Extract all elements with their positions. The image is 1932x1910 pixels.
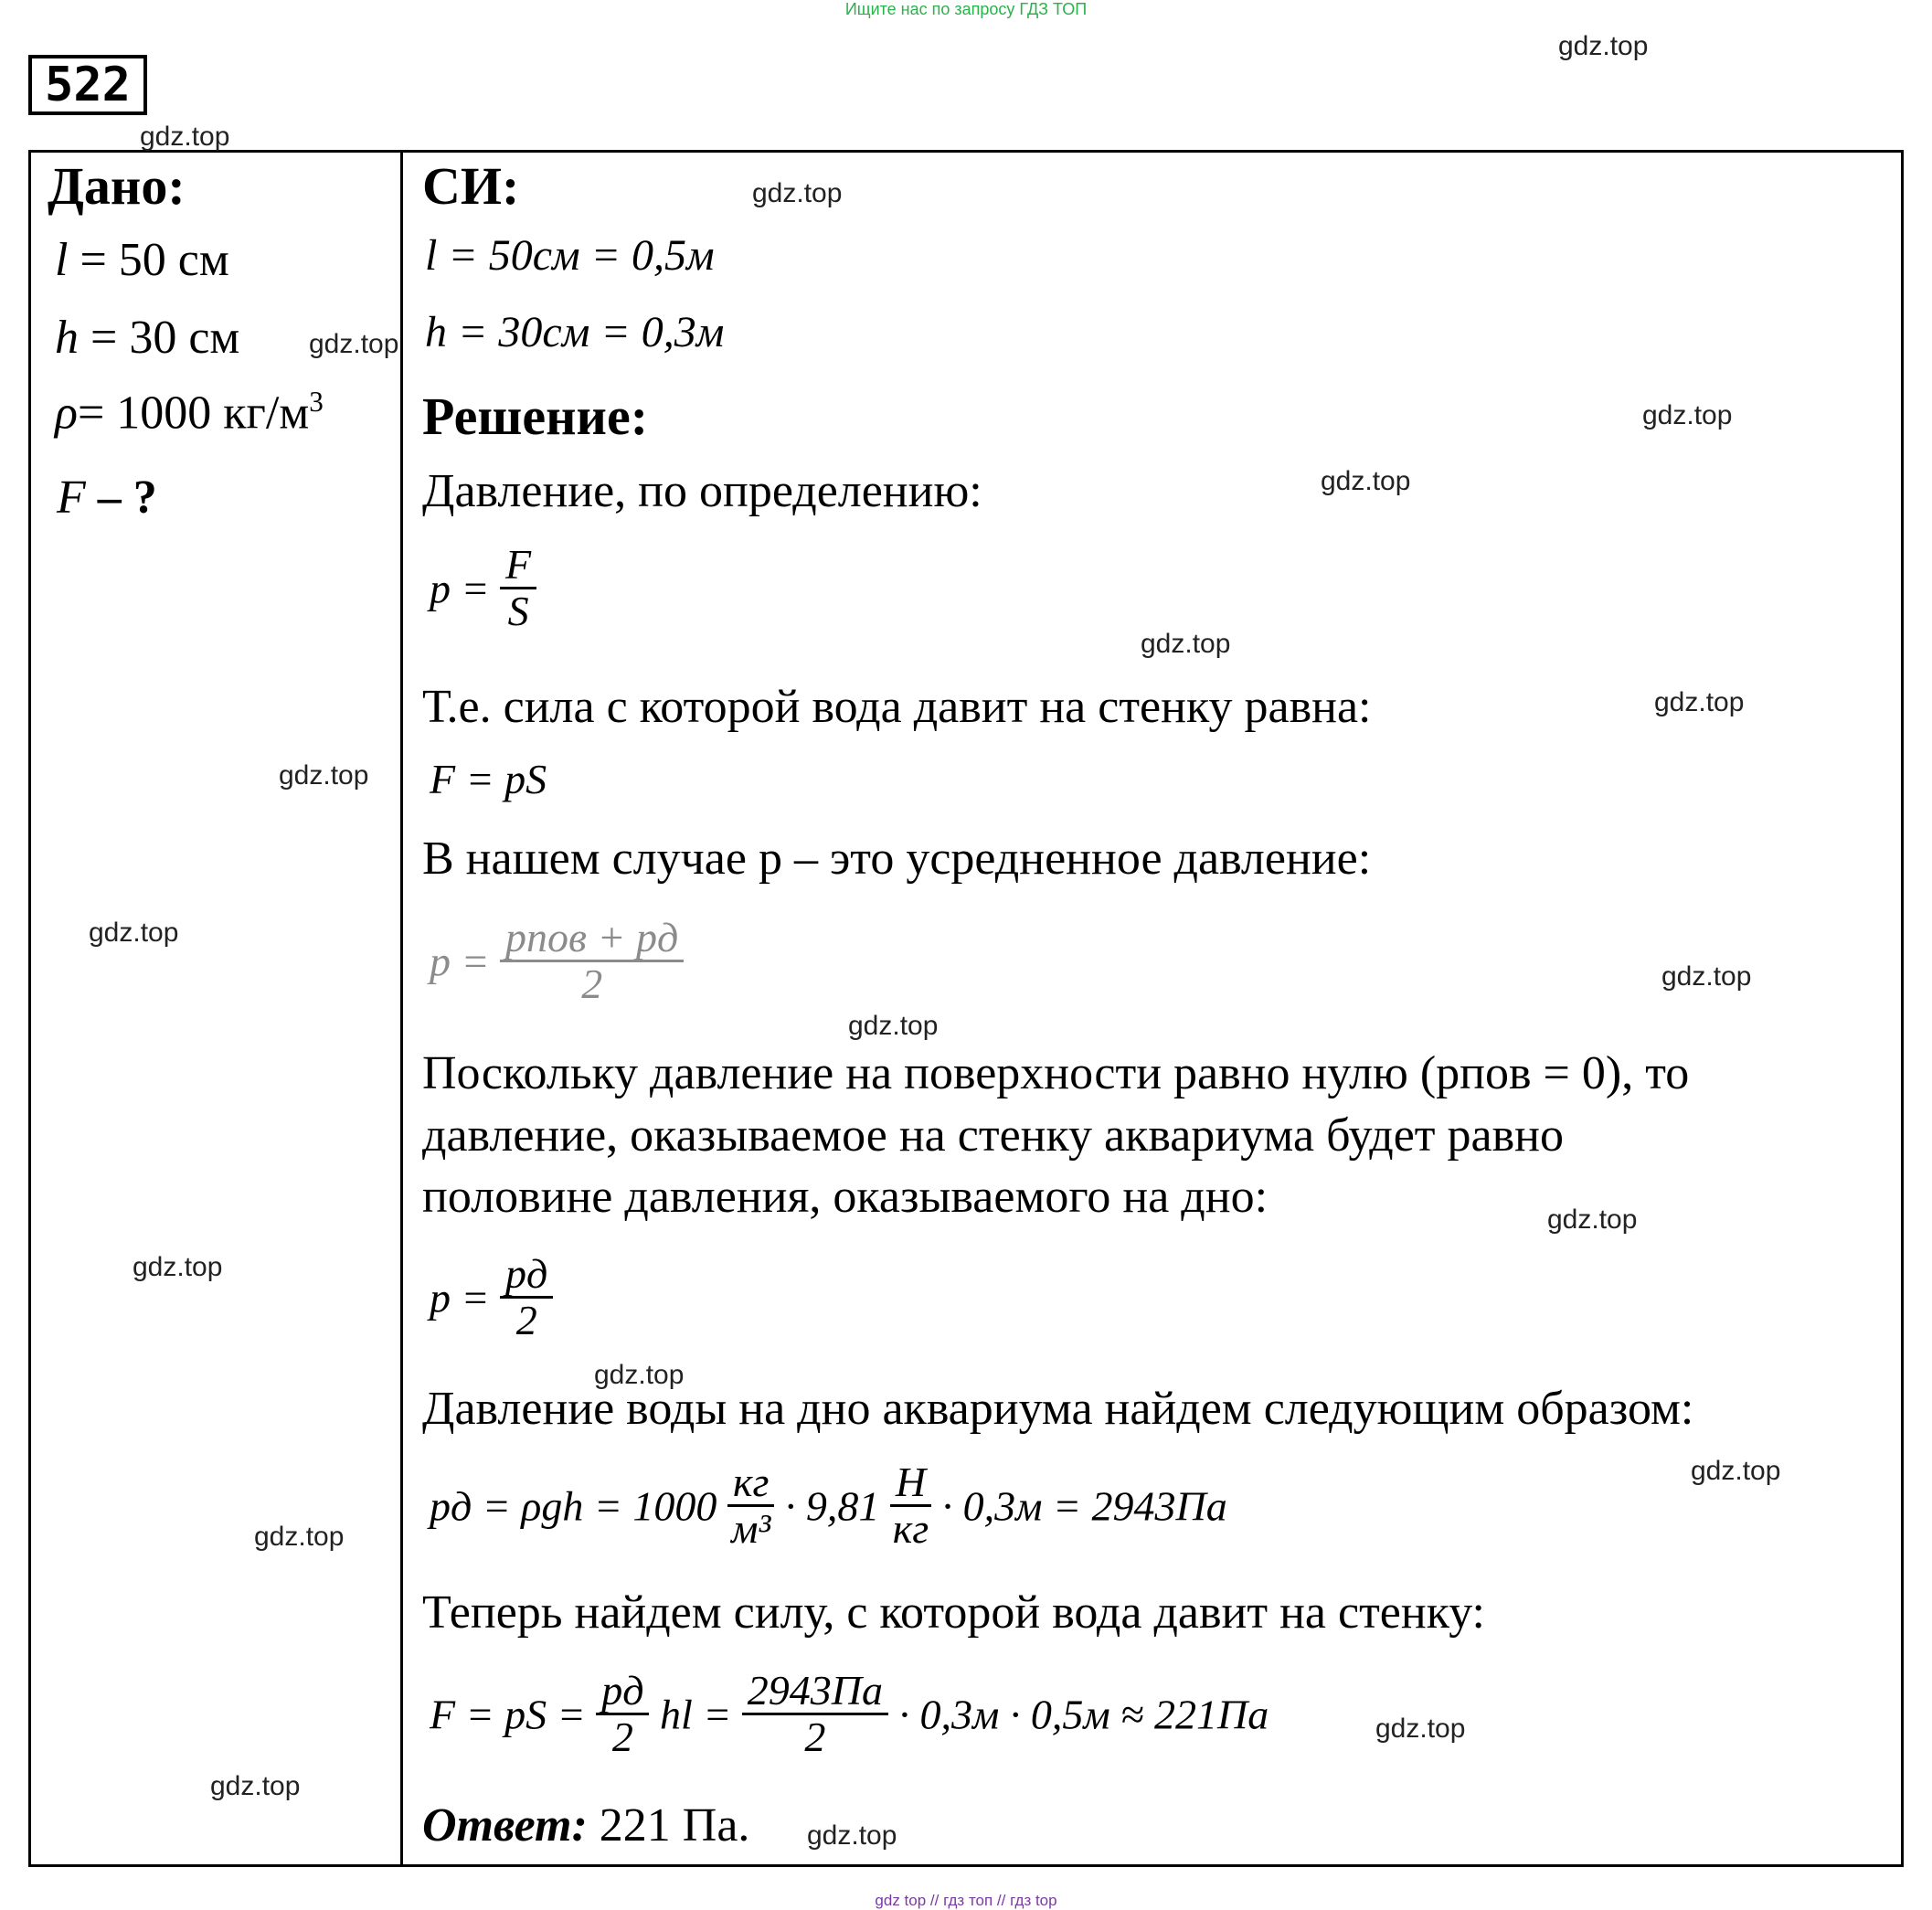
formula-6-part-a: F = pS = [430,1691,586,1738]
given-h-symbol: h [55,312,79,364]
watermark: gdz.top [140,122,230,152]
formula-6-part-c: · 0,3м · 0,5м ≈ 221Па [898,1691,1269,1738]
formula-5-part-c: · 0,3м = 2943Па [941,1482,1227,1530]
formula-6-denominator-2: 2 [804,1714,826,1761]
given-rho-value: = 1000 кг/м [77,387,310,440]
solution-text-5: Давление воды на дно аквариума найдем следующим образом: [422,1383,1694,1435]
given-l [55,233,229,287]
watermark: gdz.top [1321,466,1411,496]
formula-3-denominator: 2 [581,960,603,1008]
watermark: gdz.top [1691,1456,1781,1486]
formula-6-fraction-2 [742,1669,888,1760]
solution-text-2: Т.е. сила с которой вода давит на стенку равна: [422,681,1372,733]
given-l-value: = 50 см [80,234,229,286]
watermark: gdz.top [1654,687,1745,717]
formula-5 [430,1460,1227,1552]
solution-text-3: В нашем случае p – это усредненное давление: [422,833,1372,885]
answer-value: 221 Па. [599,1799,750,1852]
top-banner[interactable]: Ищите нас по запросу ГДЗ ТОП [844,0,1088,18]
watermark: gdz.top [210,1771,301,1801]
formula-4 [430,1252,553,1343]
solution-text-4-line-2: давление, оказываемое на стенку аквариума будет равно [422,1109,1564,1162]
formula-1 [430,543,536,634]
given-title: Дано: [48,156,186,216]
formula-3-numerator: pпов + pд [500,916,684,962]
watermark: gdz.top [89,918,179,948]
column-divider [400,150,403,1867]
solution-text-4-line-1: Поскольку давление на поверхности равно нулю (pпов = 0), то [422,1047,1690,1099]
answer-label: Ответ: [422,1799,588,1852]
given-find [57,471,157,525]
formula-1-numerator: F [500,543,536,589]
formula-4-numerator: pд [500,1252,553,1299]
formula-3-fraction [500,916,684,1007]
watermark: gdz.top [594,1360,685,1390]
si-h-line: h = 30см = 0,3м [425,308,725,356]
given-l-symbol: l [55,234,69,286]
formula-3-lhs: p = [430,938,490,985]
given-rho [55,386,324,440]
answer [422,1799,749,1852]
formula-6-numerator-1: pд [596,1669,649,1715]
formula-5-numerator-2: Н [890,1460,931,1507]
watermark: gdz.top [279,760,369,791]
watermark: gdz.top [1642,400,1733,430]
watermark: gdz.top [309,329,399,359]
formula-1-denominator: S [507,588,529,635]
watermark: gdz.top [848,1011,939,1041]
solution-text-6: Теперь найдем силу, с которой вода давит на стенку: [422,1586,1485,1639]
formula-5-part-a: pд = ρgh = 1000 [430,1482,717,1530]
given-find-value: – ? [97,472,157,524]
formula-4-denominator: 2 [515,1297,537,1344]
si-title: СИ: [422,156,520,216]
formula-5-numerator-1: кг [727,1460,774,1507]
formula-6-denominator-1: 2 [611,1714,633,1761]
footer-links[interactable]: gdz top // гдз топ // гдз top [875,1892,1057,1909]
solution-title: Решение: [422,387,649,446]
formula-5-fraction-2 [890,1460,931,1552]
formula-6-part-b: hl = [659,1691,732,1738]
formula-3 [430,916,684,1007]
formula-6 [430,1669,1269,1760]
formula-4-lhs: p = [430,1274,490,1321]
watermark: gdz.top [1661,961,1752,992]
formula-5-part-b: · 9,81 [784,1482,880,1530]
given-h [55,311,239,365]
formula-1-lhs: p = [430,565,490,612]
watermark: gdz.top [1547,1204,1638,1235]
formula-5-fraction-1 [727,1460,774,1552]
formula-6-fraction-1 [596,1669,649,1760]
formula-1-fraction [500,543,536,634]
watermark: gdz.top [133,1252,223,1282]
solution-text-1: Давление, по определению: [422,465,982,517]
given-rho-symbol: ρ [55,387,78,440]
given-h-value: = 30 см [90,312,240,364]
given-find-symbol: F [57,472,86,524]
problem-number: 522 [28,55,147,115]
formula-5-denominator-1: м³ [731,1505,771,1553]
formula-5-denominator-2: кг [892,1505,929,1553]
solution-text-4-line-3: половине давления, оказываемого на дно: [422,1171,1269,1223]
formula-2: F = pS [430,756,547,802]
formula-4-fraction [500,1252,553,1343]
watermark: gdz.top [1141,629,1231,659]
watermark: gdz.top [807,1820,897,1851]
watermark: gdz.top [1558,31,1649,61]
formula-6-numerator-2: 2943Па [742,1669,888,1715]
watermark: gdz.top [752,178,843,208]
watermark: gdz.top [254,1522,345,1552]
si-l-line: l = 50см = 0,5м [425,231,715,280]
given-rho-exponent: 3 [309,386,324,418]
watermark: gdz.top [1375,1714,1466,1744]
